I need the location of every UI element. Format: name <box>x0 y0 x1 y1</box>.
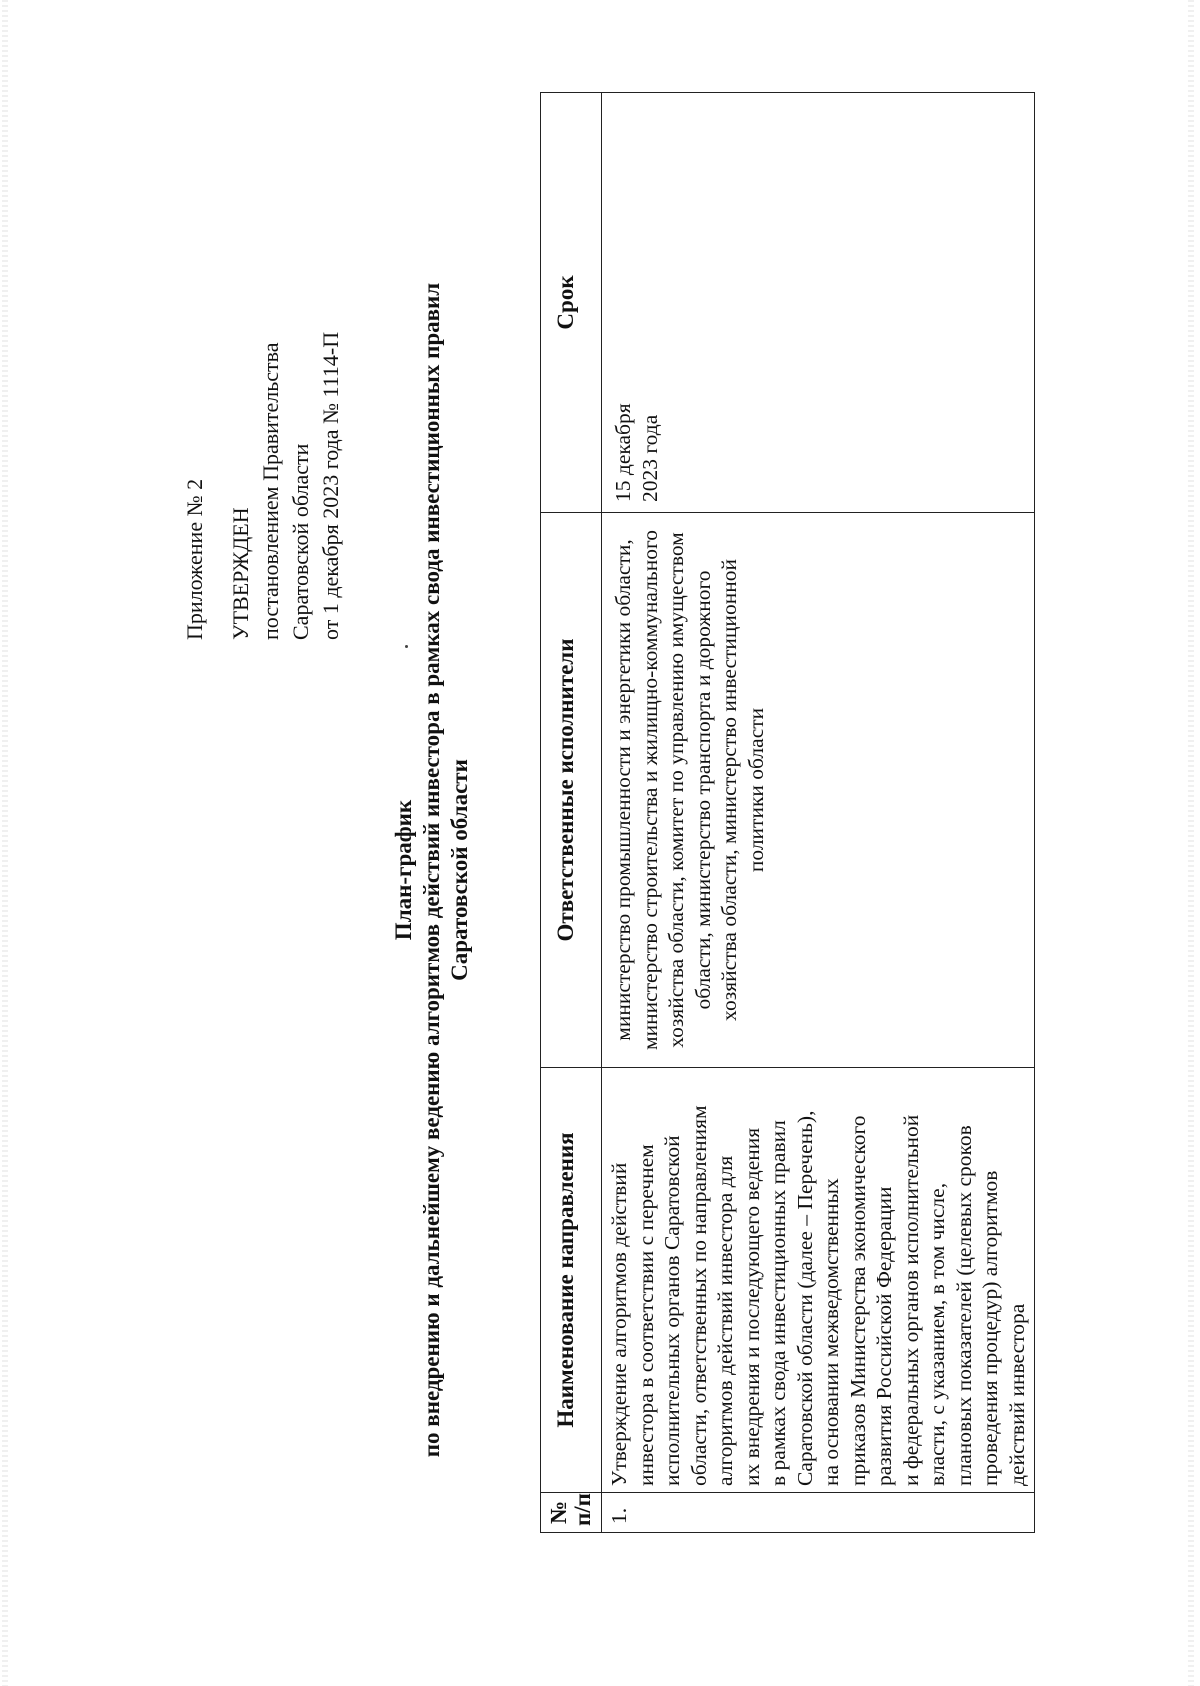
direction-line: и федеральных органов исполнительной <box>898 1114 923 1486</box>
document-title <box>390 80 474 1660</box>
direction-line: плановых показателей (целевых сроков <box>951 1125 976 1486</box>
direction-line: Саратовской области (далее – Перечень), <box>792 1110 817 1486</box>
row-responsible <box>602 513 1035 1068</box>
row-deadline <box>602 93 1035 513</box>
approval-line-2: Саратовской области <box>288 443 313 640</box>
direction-line: исполнительных органов Саратовской <box>660 1135 684 1486</box>
schedule-table <box>540 92 1035 1533</box>
approval-line-3: от 1 декабря 2023 года № 1114-П <box>318 331 343 640</box>
direction-line: власти, с указанием, в том числе, <box>925 1182 949 1486</box>
direction-line: области, ответственных по направлениям <box>686 1105 711 1486</box>
scan-edge-right <box>1188 0 1194 1686</box>
table-header-row <box>541 93 602 1533</box>
deadline-line: 15 декабря <box>611 403 635 502</box>
title-line-1: по внедрению и дальнейшему ведению алгоритмов действий инвестора в рамках свода инвестиционных правил <box>419 282 444 1458</box>
responsible-line: хозяйства области, комитет по управлению имуществом <box>664 532 688 1048</box>
deadline-line: 2023 года <box>637 414 662 502</box>
direction-line: алгоритмов действий инвестора для <box>713 1155 737 1486</box>
direction-line: проведения процедур) алгоритмов <box>978 1170 1002 1486</box>
header-direction: Наименование направления <box>541 1068 602 1493</box>
approval-line-1: постановлением Правительства <box>258 342 283 640</box>
appendix-number: Приложение № 2 <box>182 478 207 640</box>
responsible-line: области, министерство транспорта и дорожного <box>690 570 715 1010</box>
row-number: 1. <box>602 1493 1035 1533</box>
responsible-line: министерство строительства и жилищно-коммунального <box>637 530 662 1050</box>
direction-line: действий инвестора <box>1004 1303 1029 1486</box>
header-deadline: Срок <box>541 93 602 513</box>
responsible-line: хозяйства области, министерство инвестиционной <box>717 559 741 1021</box>
table-row <box>602 93 1035 1533</box>
title-heading: План-график <box>391 799 416 941</box>
direction-line: развития Российской Федерации <box>872 1186 896 1486</box>
approval-block <box>180 332 346 640</box>
rotated-page <box>0 80 1150 1660</box>
direction-line: на основании межведомственных <box>819 1178 843 1486</box>
approved-stamp-text: УТВЕРЖДЕН <box>228 507 253 640</box>
row-direction <box>602 1068 1035 1493</box>
direction-line: инвестора в соответствии с перечнем <box>633 1144 658 1486</box>
responsible-line: министерство промышленности и энергетики области, <box>611 539 635 1041</box>
header-responsible: Ответственные исполнители <box>541 513 602 1068</box>
direction-line: в рамках свода инвестиционных правил <box>766 1120 790 1486</box>
responsible-line: политики области <box>743 707 768 873</box>
direction-line: их внедрения и последующего ведения <box>739 1127 764 1486</box>
direction-line: приказов Министерства экономического <box>845 1115 870 1486</box>
header-number: № п/п <box>541 1493 602 1533</box>
direction-line: Утверждение алгоритмов действий <box>607 1162 631 1486</box>
title-line-2: Саратовской области <box>447 759 472 981</box>
